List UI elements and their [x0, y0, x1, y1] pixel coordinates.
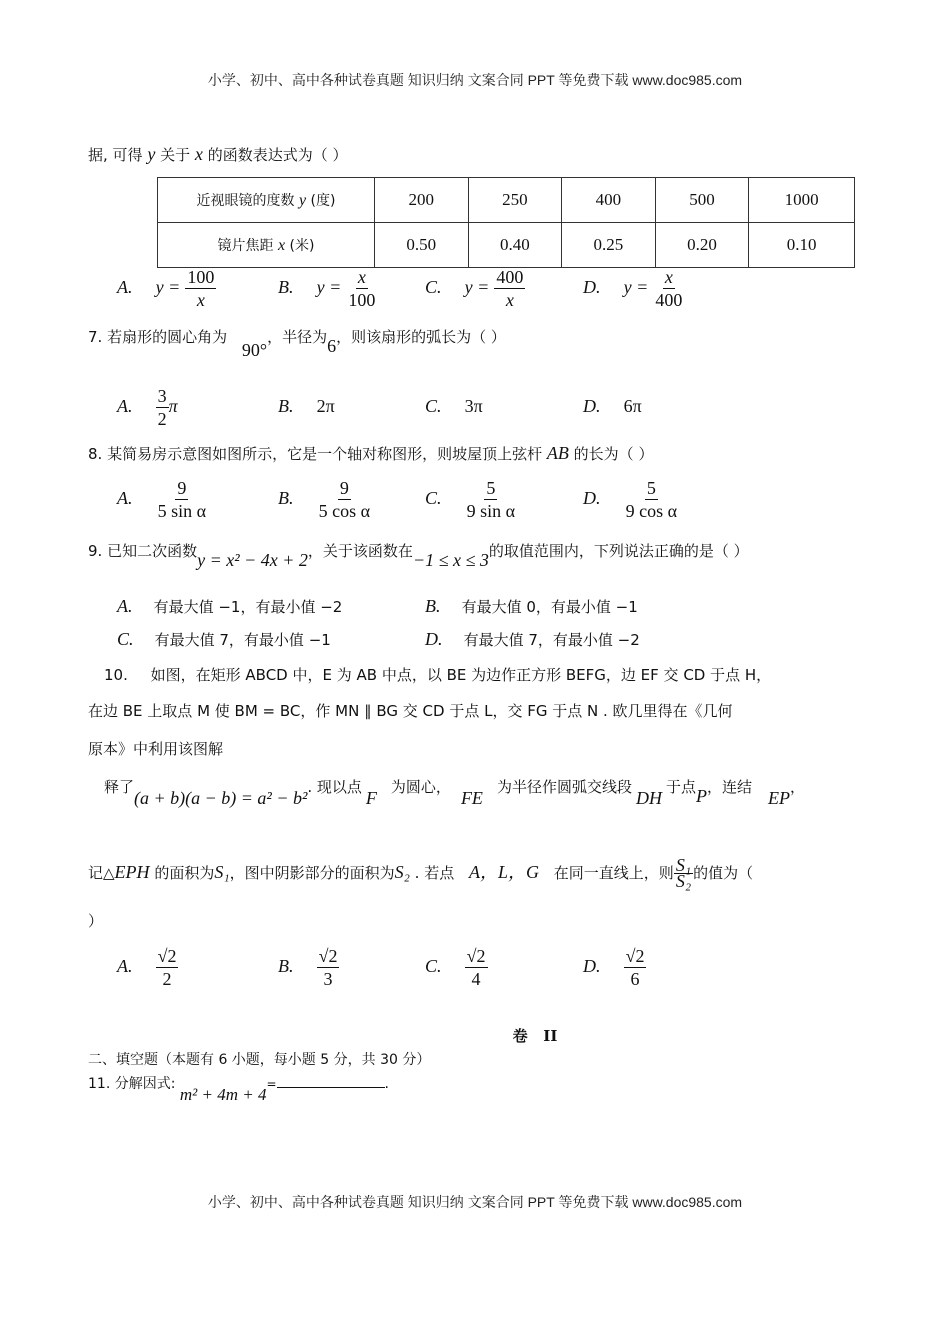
segment-fe: FE	[460, 788, 483, 808]
q10-line5	[88, 855, 754, 891]
q7-text1: 若扇形的圆心角为	[107, 328, 228, 346]
q10-text: 在同一直线上，则	[553, 864, 674, 882]
option-letter: D.	[583, 277, 601, 297]
q7-option-d[interactable]	[583, 396, 642, 417]
q9-text1: 已知二次函数	[107, 542, 198, 560]
option-letter: A.	[117, 488, 133, 508]
ratio-den: S₂	[675, 871, 692, 891]
question-number: 11.	[88, 1076, 111, 1092]
option-value: 6π	[623, 396, 642, 416]
option-letter: D.	[583, 396, 601, 416]
frac-den: 100	[348, 290, 376, 310]
q10-text: . 现以点	[307, 778, 362, 796]
q10-text: 为半径作圆弧交线段	[496, 778, 632, 796]
row-unit: (度)	[310, 193, 336, 209]
q11-expression: m² + 4m + 4	[179, 1085, 267, 1104]
option-letter: A.	[117, 596, 133, 616]
option-letter: C.	[425, 277, 442, 297]
var-y: y	[147, 144, 156, 164]
q6-stem-prefix: 据, 可得	[88, 146, 143, 164]
frac-num: √2	[318, 946, 338, 966]
q10-text: . 若点	[414, 864, 455, 882]
frac-den: 4	[471, 969, 481, 989]
frac-den: 3	[323, 969, 333, 989]
q10-text: 的值为（	[693, 864, 754, 882]
area-s1: S₁	[214, 862, 230, 882]
q10-line2: 在边 BE 上取点 M 使 BM = BC，作 MN ∥ BG 交 CD 于点 L，交 FG 于点 N . 欧几里得在《几何	[88, 702, 733, 720]
q9-option-b[interactable]	[425, 596, 638, 617]
frac-num: 9	[339, 478, 349, 498]
option-letter: B.	[278, 488, 294, 508]
q8-stem	[88, 443, 653, 464]
row-label: 近视眼镜的度数	[196, 193, 295, 209]
row-var: y	[298, 192, 307, 209]
frac-den: 5 sin α	[157, 501, 207, 521]
option-text: 有最大值 7，有最小值 −2	[463, 631, 640, 649]
q9-function: y = x² − 4x + 2	[197, 550, 308, 570]
frac-den: 2	[162, 969, 172, 989]
footer-banner: 小学、初中、高中各种试卷真题 知识归纳 文案合同 PPT 等免费下载 www.doc985.com	[207, 1194, 743, 1210]
frac-den: 9 cos α	[625, 501, 678, 521]
table-cell: 400	[562, 178, 656, 223]
section-heading: 二、填空题（本题有 6 小题，每小题 5 分，共 30 分）	[88, 1052, 431, 1068]
table-cell: 0.20	[655, 223, 749, 268]
q6-stem-suffix: 的函数表达式为（ ）	[207, 146, 348, 164]
q8-option-d[interactable]	[583, 477, 679, 522]
q7-text3: ，则该扇形的弧长为（ ）	[336, 328, 506, 346]
part2-title-text: 卷 II	[512, 1027, 558, 1045]
q7-text2: ，半径为	[267, 328, 328, 346]
table-row	[158, 223, 855, 268]
q9-range: −1 ≤ x ≤ 3	[412, 550, 489, 570]
row-header	[158, 178, 375, 223]
q6-option-d[interactable]	[583, 266, 684, 311]
option-lhs: y =	[623, 277, 649, 297]
frac-num: 100	[187, 267, 215, 287]
option-letter: C.	[425, 488, 442, 508]
table-cell: 0.25	[562, 223, 656, 268]
part2-title	[0, 1025, 950, 1046]
q10-text: 记△	[88, 864, 115, 882]
table-cell: 250	[468, 178, 562, 223]
q10-text: ，连结	[706, 778, 752, 796]
point-p: P	[695, 786, 707, 806]
q8-option-a[interactable]	[117, 477, 208, 522]
q11-text: 分解因式:	[114, 1076, 176, 1092]
q6-data-table	[157, 177, 855, 268]
table-cell: 0.40	[468, 223, 562, 268]
q7-stem	[88, 326, 506, 360]
triangle-eph: EPH	[114, 862, 150, 882]
q10-line1	[104, 664, 771, 685]
q6-option-b[interactable]	[278, 266, 377, 311]
q7-option-a[interactable]	[117, 385, 178, 430]
frac-den: 2	[157, 409, 167, 429]
option-text: 有最大值 0，有最小值 −1	[461, 598, 638, 616]
q8-option-c[interactable]	[425, 477, 517, 522]
q10-option-a[interactable]	[117, 945, 178, 990]
option-letter: D.	[583, 488, 601, 508]
q10-text: ，图中阴影部分的面积为	[229, 864, 395, 882]
q6-stem-mid: 关于	[160, 146, 191, 164]
row-label: 镜片焦距	[217, 238, 274, 254]
option-value: 2π	[316, 396, 335, 416]
q10-text: 于点	[665, 778, 696, 796]
option-letter: B.	[278, 956, 294, 976]
table-cell: 1000	[749, 178, 855, 223]
q10-option-c[interactable]	[425, 945, 488, 990]
q10-text: 如图，在矩形 ABCD 中，E 为 AB 中点，以 BE 为边作正方形 BEFG，边 EF 交 CD 于点 H，	[150, 666, 772, 684]
option-letter: C.	[117, 629, 134, 649]
q9-text2: ，关于该函数在	[307, 542, 413, 560]
q10-option-b[interactable]	[278, 945, 339, 990]
table-row	[158, 178, 855, 223]
q6-option-c[interactable]	[425, 266, 525, 311]
point-f: F	[365, 788, 377, 808]
segment-ab: AB	[546, 443, 569, 463]
option-lhs: y =	[155, 277, 181, 297]
q9-option-d[interactable]	[425, 629, 640, 650]
option-text: 有最大值 −1，有最小值 −2	[153, 598, 343, 616]
q10-line3: 原本》中利用该图解	[88, 740, 224, 758]
option-letter: A.	[117, 396, 133, 416]
question-number: 10.	[104, 666, 128, 684]
table-cell: 200	[375, 178, 469, 223]
q10-text: 的面积为	[154, 864, 215, 882]
period: .	[384, 1076, 389, 1092]
area-s2: S₂	[394, 862, 410, 882]
option-letter: D.	[583, 956, 601, 976]
frac-den: 9 sin α	[466, 501, 516, 521]
q9-stem	[88, 540, 749, 570]
row-header	[158, 223, 375, 268]
ratio-num: S₁	[675, 855, 692, 875]
pi-symbol: π	[168, 396, 178, 416]
table-cell: 0.50	[375, 223, 469, 268]
option-letter: B.	[278, 277, 294, 297]
frac-num: √2	[157, 946, 177, 966]
row-var: x	[277, 237, 286, 254]
frac-num: 9	[177, 478, 187, 498]
table-cell: 500	[655, 178, 749, 223]
q10-text: ，	[789, 778, 805, 796]
frac-den: 400	[655, 290, 683, 310]
frac-den: x	[196, 290, 205, 310]
segment-ep: EP	[767, 788, 790, 808]
q7-angle: 90°	[241, 340, 268, 360]
q7-option-c[interactable]	[425, 396, 483, 417]
table-cell: 0.10	[749, 223, 855, 268]
frac-num: √2	[466, 946, 486, 966]
q9-text3: 的取值范围内，下列说法正确的是（ ）	[488, 542, 749, 560]
q8-text2: 的长为（ ）	[573, 445, 654, 463]
q10-line6: ）	[88, 912, 104, 930]
option-letter: D.	[425, 629, 443, 649]
option-letter: A.	[117, 956, 133, 976]
q11-stem	[88, 1073, 389, 1104]
frac-den: x	[505, 290, 514, 310]
q6-stem	[88, 144, 347, 165]
row-unit: (米)	[289, 238, 315, 254]
question-number: 7.	[88, 328, 103, 346]
equals-sign: =	[266, 1077, 277, 1091]
q10-text: 为圆心，	[390, 778, 451, 796]
option-lhs: y =	[316, 277, 342, 297]
answer-blank[interactable]	[277, 1073, 385, 1088]
frac-num: √2	[625, 946, 645, 966]
frac-num: x	[357, 267, 366, 287]
frac-den: 6	[630, 969, 640, 989]
option-value: 3π	[464, 396, 483, 416]
option-text: 有最大值 7，有最小值 −1	[154, 631, 331, 649]
frac-num: x	[664, 267, 673, 287]
option-letter: B.	[425, 596, 441, 616]
q6-option-a[interactable]	[117, 266, 216, 311]
q9-option-a[interactable]	[117, 596, 342, 617]
q7-radius: 6	[327, 336, 337, 356]
q8-text1: 某简易房示意图如图所示，它是一个轴对称图形，则坡屋顶上弦杆	[107, 445, 543, 463]
header-banner: 小学、初中、高中各种试卷真题 知识归纳 文案合同 PPT 等免费下载 www.doc985.com	[207, 72, 743, 88]
frac-num: 5	[486, 478, 496, 498]
q8-option-b[interactable]	[278, 477, 372, 522]
option-letter: C.	[425, 956, 442, 976]
points-alg: A，L，G	[469, 862, 540, 882]
frac-den: 5 cos α	[318, 501, 371, 521]
var-x: x	[194, 144, 203, 164]
option-letter: A.	[117, 277, 133, 297]
option-letter: C.	[425, 396, 442, 416]
identity-formula: (a + b)(a − b) = a² − b²	[134, 788, 308, 808]
segment-dh: DH	[635, 788, 662, 808]
q10-line4	[104, 776, 805, 808]
option-letter: B.	[278, 396, 294, 416]
option-lhs: y =	[464, 277, 490, 297]
q9-option-c[interactable]	[117, 629, 331, 650]
q7-option-b[interactable]	[278, 396, 335, 417]
question-number: 8.	[88, 445, 103, 463]
question-number: 9.	[88, 542, 103, 560]
frac-num: 5	[646, 478, 656, 498]
q10-option-d[interactable]	[583, 945, 646, 990]
frac-num: 400	[496, 267, 524, 287]
frac-num: 3	[157, 386, 167, 406]
q10-text: 释了	[104, 778, 135, 796]
